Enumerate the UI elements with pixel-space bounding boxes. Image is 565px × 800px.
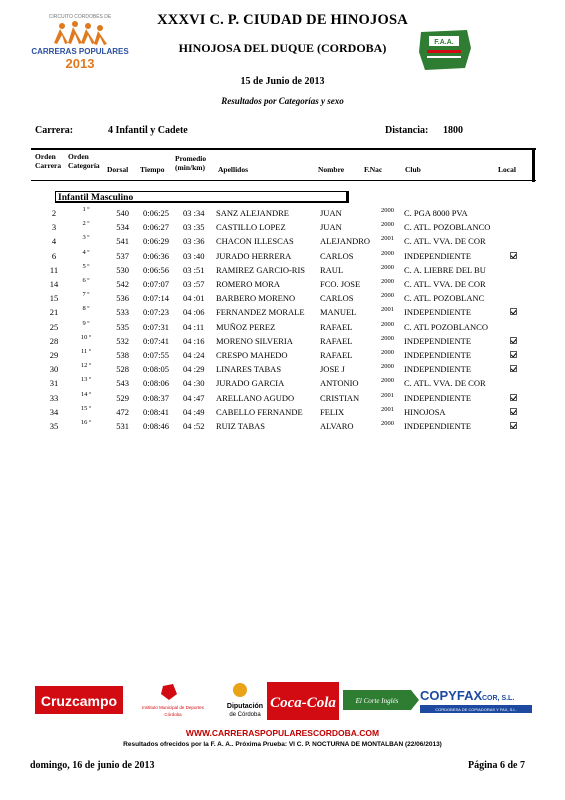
print-date: domingo, 16 de junio de 2013 bbox=[30, 760, 155, 771]
cell-oc: 14 bbox=[49, 279, 59, 289]
carrera-value: 4 Infantil y Cadete bbox=[108, 125, 188, 136]
cell-tiempo: 0:07:14 bbox=[143, 293, 169, 304]
cell-apellidos: RAMIREZ GARCIO-RIS bbox=[216, 264, 306, 275]
cell-nombre: ALVARO bbox=[320, 421, 354, 431]
cell-oc: 15 bbox=[49, 293, 59, 304]
cell-nombre: JUAN bbox=[320, 222, 342, 233]
cell-apellidos: RUIZ TABAS bbox=[216, 421, 265, 431]
cell-prom: 03 :57 bbox=[183, 279, 205, 289]
cell-dorsal: 530 bbox=[116, 264, 129, 275]
imd-logo-shape bbox=[161, 684, 177, 700]
cell-fnac: 2000 bbox=[381, 221, 394, 229]
logo-left-year: 2013 bbox=[65, 56, 95, 71]
cell-club: INDEPENDIENTE bbox=[404, 392, 472, 403]
distancia-value: 1800 bbox=[443, 125, 463, 136]
cell-club: C. ATL POZOBLANCO bbox=[404, 321, 488, 332]
cell-apellidos: ARELLANO AGUDO bbox=[216, 392, 295, 403]
cell-nombre: RAFAEL bbox=[320, 350, 353, 360]
cell-prom: 04 :29 bbox=[183, 364, 205, 375]
cell-apellidos: CRESPO MAHEDO bbox=[216, 350, 288, 360]
cell-nombre: RAFAEL bbox=[320, 335, 353, 346]
cell-dorsal: 533 bbox=[116, 307, 129, 318]
cell-cat: 12 º bbox=[80, 362, 92, 370]
header-side-bar bbox=[532, 148, 535, 182]
cell-fnac: 2000 bbox=[381, 363, 394, 371]
cell-oc: 4 bbox=[51, 236, 57, 247]
cell-prom: 03 :51 bbox=[183, 264, 205, 275]
cell-oc: 33 bbox=[49, 392, 59, 403]
cell-fnac: 2000 bbox=[381, 278, 394, 285]
cell-dorsal: 472 bbox=[116, 406, 129, 417]
cell-apellidos: FERNANDEZ MORALE bbox=[216, 307, 305, 318]
cell-dorsal: 535 bbox=[116, 321, 129, 332]
cell-fnac: 2001 bbox=[381, 235, 394, 243]
cell-nombre: RAFAEL bbox=[320, 321, 353, 332]
event-location: HINOJOSA DEL DUQUE (CORDOBA) bbox=[178, 41, 387, 55]
col-orden-carrera: Orden Carrera bbox=[35, 152, 62, 170]
cell-apellidos: BARBERO MORENO bbox=[216, 293, 296, 304]
cell-dorsal: 532 bbox=[116, 335, 129, 346]
sponsor-diputacion-b: de Córdoba bbox=[229, 712, 261, 718]
table-row bbox=[0, 421, 565, 435]
cell-nombre: FCO. JOSE bbox=[320, 279, 361, 289]
website-link[interactable]: WWW.CARRERASPOPULARESCORDOBA.COM bbox=[185, 728, 380, 738]
cell-tiempo: 0:08:37 bbox=[143, 392, 169, 403]
cell-tiempo: 0:07:07 bbox=[143, 279, 169, 289]
col-apellidos: Apellidos bbox=[218, 165, 249, 174]
sponsor-strip bbox=[35, 680, 535, 722]
cell-apellidos: CABELLO FERNANDE bbox=[216, 406, 303, 417]
cell-oc: 31 bbox=[49, 378, 59, 389]
local-checkbox[interactable] bbox=[510, 336, 520, 346]
cell-dorsal: 531 bbox=[116, 421, 129, 431]
cell-club: INDEPENDIENTE bbox=[404, 421, 472, 431]
cell-tiempo: 0:07:23 bbox=[143, 307, 169, 318]
cell-fnac: 2001 bbox=[381, 405, 394, 413]
cell-prom: 04 :01 bbox=[183, 293, 205, 304]
cell-cat: 1 º bbox=[82, 206, 90, 213]
checked-box-icon bbox=[510, 394, 517, 401]
col-promedio: Promedio (min/km) bbox=[175, 154, 207, 172]
cell-apellidos: JURADO HERRERA bbox=[216, 250, 292, 261]
local-checkbox[interactable] bbox=[510, 350, 520, 360]
header-bottom-rule bbox=[31, 180, 536, 181]
cell-nombre: CARLOS bbox=[320, 293, 354, 304]
cell-oc: 35 bbox=[49, 421, 59, 431]
cell-cat: 8 º bbox=[82, 305, 90, 313]
cell-cat: 9 º bbox=[82, 319, 90, 327]
cell-nombre: CRISTIAN bbox=[320, 392, 360, 403]
cell-tiempo: 0:08:46 bbox=[143, 421, 169, 431]
cell-tiempo: 0:07:41 bbox=[143, 335, 169, 346]
cell-tiempo: 0:07:31 bbox=[143, 321, 169, 332]
col-nombre: Nombre bbox=[318, 165, 345, 174]
cell-prom: 04 :47 bbox=[183, 392, 205, 403]
checked-box-icon bbox=[510, 408, 517, 415]
cell-dorsal: 538 bbox=[116, 350, 129, 360]
cell-dorsal: 529 bbox=[116, 392, 129, 403]
checked-box-icon bbox=[510, 337, 517, 344]
sponsor-diputacion-a: Diputación bbox=[226, 703, 264, 710]
cell-oc: 29 bbox=[49, 350, 59, 360]
cell-tiempo: 0:08:05 bbox=[143, 364, 169, 375]
cell-cat: 15 º bbox=[80, 404, 92, 412]
cell-dorsal: 542 bbox=[116, 279, 129, 289]
cell-apellidos: ROMERO MORA bbox=[216, 279, 280, 289]
cell-dorsal: 541 bbox=[116, 236, 129, 247]
cell-fnac: 2000 bbox=[381, 207, 394, 214]
checked-box-icon bbox=[510, 365, 517, 372]
cell-oc: 3 bbox=[51, 222, 57, 233]
cell-cat: 2 º bbox=[82, 220, 90, 228]
cell-nombre: JOSE J bbox=[320, 364, 345, 375]
event-title: XXXVI C. P. CIUDAD DE HINOJOSA bbox=[157, 12, 408, 28]
cell-club: C. ATL. VVA. DE COR bbox=[404, 236, 486, 247]
local-checkbox[interactable] bbox=[510, 364, 520, 374]
sponsor-copyfax-c: CORDOBESA DE COPIADORAS Y FAX, S.L. bbox=[435, 707, 517, 712]
cell-nombre: FELIX bbox=[320, 406, 345, 417]
cell-club: C. A. LIEBRE DEL BU bbox=[404, 264, 486, 275]
cell-prom: 04 :06 bbox=[183, 307, 205, 318]
cell-cat: 13 º bbox=[80, 376, 92, 384]
cell-fnac: 2000 bbox=[381, 320, 394, 328]
cell-club: C. ATL. VVA. DE COR bbox=[404, 279, 486, 289]
cell-cat: 5 º bbox=[82, 262, 90, 270]
cell-cat: 14 º bbox=[80, 390, 92, 398]
cell-prom: 03 :34 bbox=[183, 208, 205, 218]
cell-cat: 7 º bbox=[82, 291, 90, 299]
cell-apellidos: MUÑOZ PEREZ bbox=[216, 321, 276, 332]
cell-oc: 2 bbox=[51, 208, 57, 218]
cell-tiempo: 0:07:55 bbox=[143, 350, 169, 360]
cell-club: C. ATL. POZOBLANCO bbox=[404, 222, 491, 233]
sponsor-copyfax-a: COPYFAX bbox=[420, 688, 483, 703]
cell-oc: 21 bbox=[49, 307, 59, 318]
local-checkbox[interactable] bbox=[510, 421, 520, 431]
col-dorsal: Dorsal bbox=[107, 165, 129, 174]
diputacion-logo-shape bbox=[233, 683, 247, 697]
cell-fnac: 2000 bbox=[381, 263, 394, 271]
cell-fnac: 2000 bbox=[381, 420, 394, 427]
logo-left-top: CIRCUITO CORDOBÉS DE bbox=[48, 14, 112, 20]
cell-cat: 3 º bbox=[82, 234, 90, 242]
sponsor-imd-a: Instituto Municipal de Deportes bbox=[142, 705, 204, 710]
cell-tiempo: 0:08:41 bbox=[143, 406, 169, 417]
cell-nombre: RAUL bbox=[320, 264, 344, 275]
cell-fnac: 2000 bbox=[381, 377, 394, 385]
cell-apellidos: MORENO SILVERIA bbox=[216, 335, 293, 346]
checked-box-icon bbox=[510, 422, 517, 429]
distancia-label: Distancia: bbox=[385, 125, 429, 136]
cell-prom: 03 :35 bbox=[183, 222, 205, 233]
local-checkbox[interactable] bbox=[510, 307, 520, 317]
cell-nombre: ANTONIO bbox=[320, 378, 359, 389]
cell-club: HINOJOSA bbox=[404, 406, 446, 417]
cell-fnac: 2001 bbox=[381, 391, 394, 399]
cell-fnac: 2000 bbox=[381, 292, 394, 300]
cell-fnac: 2001 bbox=[381, 306, 394, 314]
cell-prom: 03 :40 bbox=[183, 250, 205, 261]
cell-nombre: ALEJANDRO bbox=[320, 236, 371, 247]
logo-left-main: CARRERAS POPULARES bbox=[31, 47, 129, 56]
sponsor-corteingles: El Corte Inglés bbox=[355, 697, 399, 705]
cell-fnac: 2000 bbox=[381, 334, 394, 342]
checked-box-icon bbox=[510, 252, 517, 259]
cell-nombre: CARLOS bbox=[320, 250, 354, 261]
local-checkbox[interactable] bbox=[510, 407, 520, 417]
cell-oc: 28 bbox=[49, 335, 59, 346]
col-orden-categoria: Orden Categoría bbox=[68, 152, 100, 170]
cell-oc: 6 bbox=[51, 250, 57, 261]
sponsor-cocacola: Coca-Cola bbox=[270, 695, 336, 711]
sponsor-imd-b: Córdoba bbox=[164, 712, 182, 717]
cell-prom: 04 :11 bbox=[183, 321, 205, 332]
logo-right-text: F.A.A. bbox=[434, 39, 454, 46]
cell-apellidos: JURADO GARCIA bbox=[216, 378, 285, 389]
cell-tiempo: 0:06:36 bbox=[143, 250, 169, 261]
cell-cat: 11 º bbox=[81, 348, 91, 355]
cell-prom: 04 :30 bbox=[183, 378, 205, 389]
header-top-rule bbox=[31, 148, 536, 150]
cell-dorsal: 536 bbox=[116, 293, 129, 304]
cell-oc: 11 bbox=[49, 264, 59, 275]
col-club: Club bbox=[405, 165, 421, 174]
cell-dorsal: 543 bbox=[116, 378, 129, 389]
page-number: Página 6 de 7 bbox=[468, 760, 525, 771]
sponsor-cruzcampo: Cruzcampo bbox=[40, 693, 118, 709]
col-local: Local bbox=[498, 165, 516, 174]
cell-fnac: 2000 bbox=[381, 349, 394, 356]
cell-dorsal: 534 bbox=[116, 222, 129, 233]
col-tiempo: Tiempo bbox=[140, 165, 165, 174]
cell-nombre: MANUEL bbox=[320, 307, 357, 318]
footer-note: Resultados ofrecidos por la F. A. A.. Próxima Prueba: VI C. P. NOCTURNA DE MONTALBAN (22/06/2013) bbox=[123, 741, 442, 748]
local-checkbox[interactable] bbox=[510, 393, 520, 403]
checked-box-icon bbox=[510, 351, 517, 358]
local-checkbox[interactable] bbox=[510, 251, 520, 261]
checked-box-icon bbox=[510, 308, 517, 315]
col-fnac: F.Nac bbox=[364, 165, 383, 174]
cell-club: C. ATL. VVA. DE COR bbox=[404, 378, 486, 389]
cell-cat: 16 º bbox=[80, 419, 92, 426]
cell-cat: 10 º bbox=[80, 333, 92, 341]
cell-apellidos: CASTILLO LOPEZ bbox=[216, 222, 286, 233]
cell-dorsal: 540 bbox=[116, 208, 129, 218]
cell-nombre: JUAN bbox=[320, 208, 342, 218]
cell-prom: 04 :52 bbox=[183, 421, 205, 431]
cell-tiempo: 0:08:06 bbox=[143, 378, 169, 389]
cell-apellidos: SANZ ALEJANDRE bbox=[216, 208, 289, 218]
cell-oc: 25 bbox=[49, 321, 59, 332]
cell-fnac: 2000 bbox=[381, 249, 394, 257]
cell-oc: 34 bbox=[49, 406, 59, 417]
cell-apellidos: CHACON ILLESCAS bbox=[216, 236, 294, 247]
cell-prom: 04 :49 bbox=[183, 406, 205, 417]
cell-club: INDEPENDIENTE bbox=[404, 307, 472, 318]
cell-club: INDEPENDIENTE bbox=[404, 250, 472, 261]
carrera-label: Carrera: bbox=[35, 125, 74, 136]
cell-tiempo: 0:06:25 bbox=[143, 208, 169, 218]
cell-dorsal: 537 bbox=[116, 250, 129, 261]
event-date: 15 de Junio de 2013 bbox=[240, 76, 325, 87]
cell-cat: 6 º bbox=[82, 277, 90, 284]
cell-tiempo: 0:06:27 bbox=[143, 222, 169, 233]
cell-prom: 04 :24 bbox=[183, 350, 205, 360]
sponsor-copyfax-b: COR, S.L. bbox=[482, 695, 515, 702]
cell-club: INDEPENDIENTE bbox=[404, 350, 472, 360]
cell-club: INDEPENDIENTE bbox=[404, 335, 472, 346]
cell-club: C. PGA 8000 PVA bbox=[404, 208, 468, 218]
cell-oc: 30 bbox=[49, 364, 59, 375]
cell-dorsal: 528 bbox=[116, 364, 129, 375]
cell-club: INDEPENDIENTE bbox=[404, 364, 472, 375]
results-label: Resultados por Categorías y sexo bbox=[221, 96, 344, 106]
cell-prom: 04 :16 bbox=[183, 335, 205, 346]
cell-club: C. ATL. POZOBLANC bbox=[404, 293, 485, 304]
category-heading: Infantil Masculino bbox=[55, 191, 349, 203]
cell-cat: 4 º bbox=[82, 248, 90, 256]
cell-tiempo: 0:06:29 bbox=[143, 236, 169, 247]
cell-tiempo: 0:06:56 bbox=[143, 264, 169, 275]
cell-apellidos: LINARES TABAS bbox=[216, 364, 282, 375]
cell-prom: 03 :36 bbox=[183, 236, 205, 247]
